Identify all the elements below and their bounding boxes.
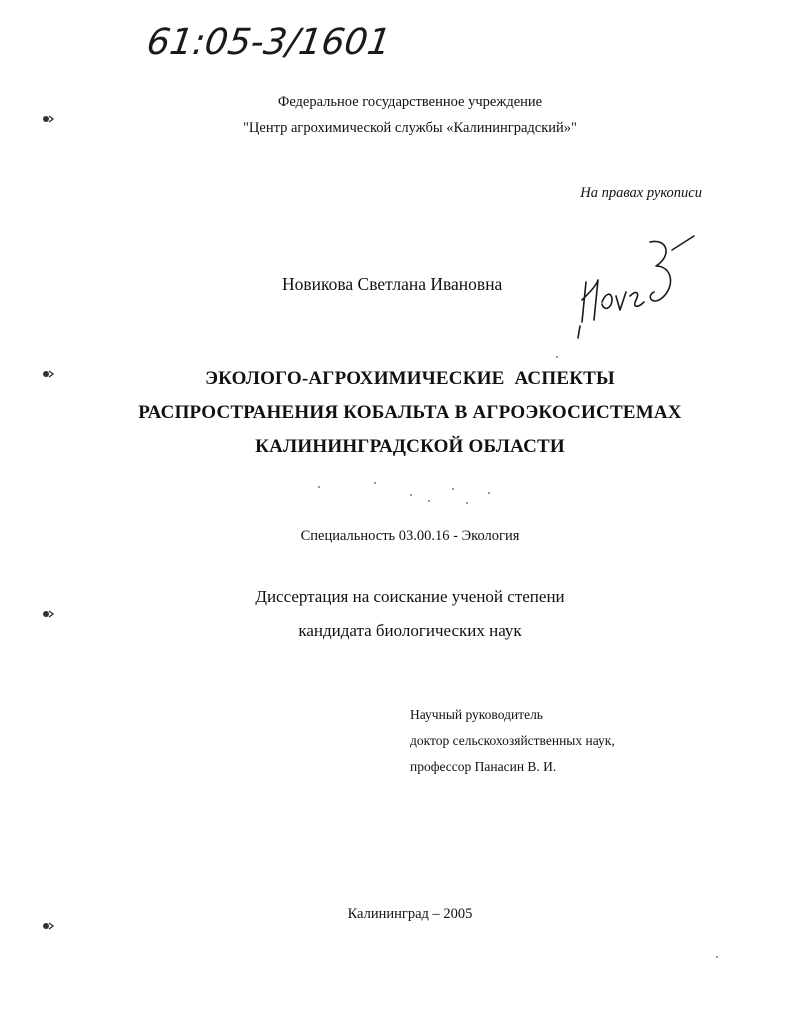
speck — [556, 356, 558, 358]
specialty: Специальность 03.00.16 - Экология — [300, 528, 520, 544]
degree-line-1: Диссертация на соискание ученой степени — [255, 587, 565, 606]
speck — [488, 492, 490, 494]
supervisor-name: профессор Панасин В. И. — [410, 759, 557, 774]
catalog-number-text: 61:05-3/1601 — [148, 20, 394, 63]
binding-mark-svg — [40, 918, 56, 934]
supervisor-block — [410, 702, 615, 780]
handwritten-catalog-number-svg — [148, 8, 418, 70]
binding-mark-svg — [40, 606, 56, 622]
rights-note: На правах рукописи — [580, 185, 702, 201]
binding-mark-svg — [40, 111, 56, 127]
handwritten-catalog-number — [148, 8, 418, 70]
speck — [466, 502, 468, 504]
binding-hole-mark-icon — [40, 918, 56, 934]
speck — [716, 956, 718, 958]
title-line-2: РАСПРОСТРАНЕНИЯ КОБАЛЬТА В АГРОЭКОСИСТЕМАХ — [138, 402, 682, 423]
degree-block — [120, 580, 700, 648]
speck — [428, 500, 430, 502]
institution-line-1: Федеральное государственное учреждение — [277, 94, 543, 110]
institution-line-2: "Центр агрохимической службы «Калининградский»" — [243, 120, 577, 136]
binding-hole-mark-icon — [40, 111, 56, 127]
supervisor-role: Научный руководитель — [410, 707, 543, 722]
author-name: Новикова Светлана Ивановна — [282, 274, 503, 294]
binding-mark-svg — [40, 366, 56, 382]
dissertation-title — [60, 362, 760, 464]
supervisor-degree: доктор сельскохозяйственных наук, — [410, 733, 615, 748]
speck — [452, 488, 454, 490]
institution-block — [140, 89, 680, 141]
title-line-3: КАЛИНИНГРАДСКОЙ ОБЛАСТИ — [255, 436, 565, 457]
author-signature — [572, 222, 702, 340]
city-year: Калининград – 2005 — [347, 906, 473, 922]
speck — [318, 486, 320, 488]
speck — [410, 494, 412, 496]
binding-hole-mark-icon — [40, 366, 56, 382]
title-line-1: ЭКОЛОГО-АГРОХИМИЧЕСКИЕ АСПЕКТЫ — [205, 368, 615, 389]
degree-line-2: кандидата биологических наук — [298, 621, 522, 640]
signature-svg — [572, 222, 702, 340]
speck — [374, 482, 376, 484]
binding-hole-mark-icon — [40, 606, 56, 622]
